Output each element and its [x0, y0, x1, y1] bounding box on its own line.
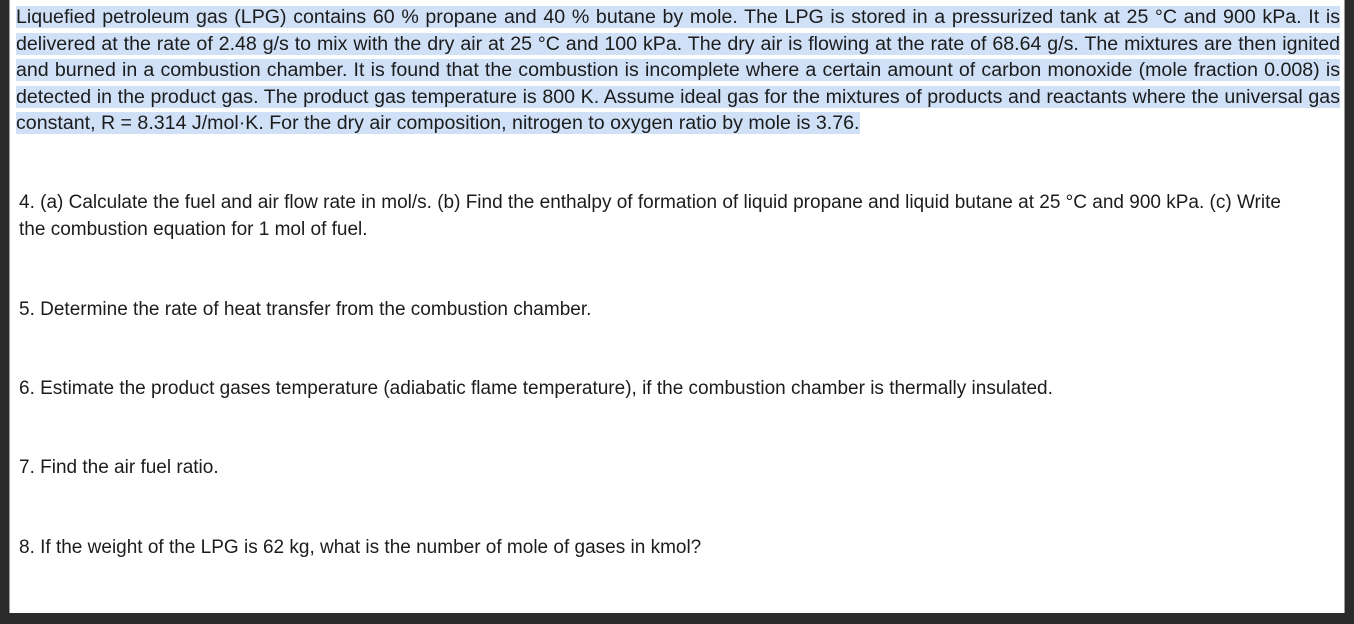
- problem-statement: [16, 4, 1340, 137]
- question-6: 6. Estimate the product gases temperature (adiabatic flame temperature), if the combustion chamber is thermally insulated.: [19, 378, 1053, 399]
- highlighted-problem-text[interactable]: Liquefied petroleum gas (LPG) contains 60 % propane and 40 % butane by mole. The LPG is stored in a pressurized tank at 25 °C and 900 kPa. It is delivered at the rate of 2.48 g/s to mix with the dry air at 25 °C and 100 kPa. The dry air is flowing at the rate of 68.64 g/s. The mixtures are then ignited and burned in a combustion chamber. It is found that the combustion is incomplete where a certain amount of carbon monoxide (mole fraction 0.008) is detected in the product gas. The product gas temperature is 800 K. Assume ideal gas for the mixtures of products and reactants where the universal gas constant, R = 8.314 J/mol·K. For the dry air composition, nitrogen to oxygen ratio by mole is 3.76.: [16, 6, 1340, 135]
- question-4: 4. (a) Calculate the fuel and air flow rate in mol/s. (b) Find the enthalpy of formation of liquid propane and liquid butane at 25 °C and 900 kPa. (c) Write the combustion equation for 1 mol of fuel.: [19, 192, 1281, 240]
- question-7: 7. Find the air fuel ratio.: [19, 457, 219, 478]
- document-page: [9, 0, 1345, 613]
- bottom-frame: [0, 613, 1354, 624]
- question-5: 5. Determine the rate of heat transfer from the combustion chamber.: [19, 299, 592, 320]
- question-8: 8. If the weight of the LPG is 62 kg, what is the number of mole of gases in kmol?: [19, 537, 702, 558]
